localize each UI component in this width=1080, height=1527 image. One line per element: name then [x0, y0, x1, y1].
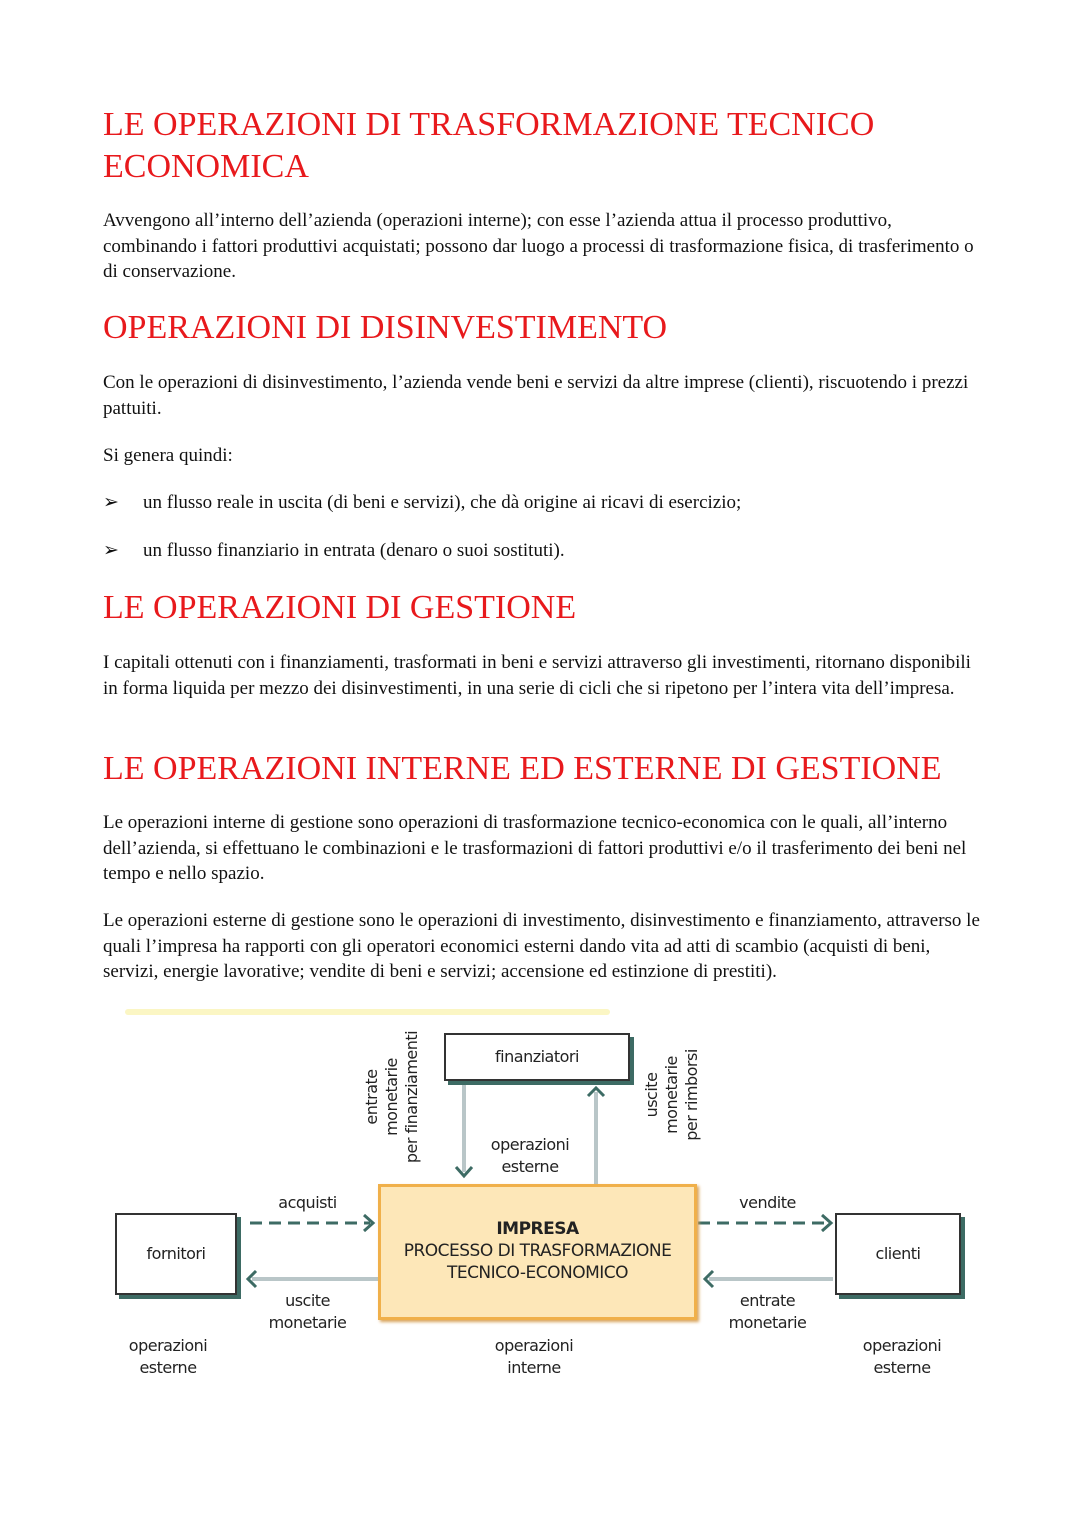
paragraph: Avvengono all’interno dell’azienda (operazioni interne); con esse l’azienda attua il processo produttivo, combinando i fattori produttivi acquistati; possono dar luogo a processi di trasformazione fisica, di trasferimento o di conservazione. — [103, 210, 974, 282]
operazioni-esterne-left-label: operazioni esterne — [128, 1336, 208, 1377]
operazioni-interne-label: operazioni interne — [494, 1336, 574, 1377]
paragraph: Si genera quindi: — [103, 445, 233, 466]
uscite-rimborsi-label: uscite monetarie per rimborsi — [642, 1049, 701, 1141]
paragraph: Le operazioni esterne di gestione sono le operazioni di investimento, disinvestimento e finanziamento, attraverso le quali l’impresa ha rapporti con gli operatori economici esterni dando vita ad atti di scambio (acquisti di beni, servizi, energie lavorative; vendite di beni e servizi; accensione ed estinzione di prestiti). — [103, 910, 980, 982]
arrowhead-bullet-icon: ➢ — [103, 492, 119, 513]
fornitori-box: fornitori — [115, 1213, 237, 1295]
operazioni-esterne-top-label: operazioni esterne — [490, 1135, 570, 1176]
bullet-item: ➢ un flusso reale in uscita (di beni e servizi), che dà origine ai ricavi di esercizio; — [103, 492, 742, 513]
heading-disinvestimento: OPERAZIONI DI DISINVESTIMENTO — [103, 309, 668, 346]
finanziatori-box: finanziatori — [444, 1033, 630, 1081]
paragraph: Con le operazioni di disinvestimento, l’azienda vende beni e servizi da altre imprese (clienti), riscuotendo i prezzi pattuiti. — [103, 372, 969, 419]
arrowhead-bullet-icon: ➢ — [103, 540, 119, 561]
heading-gestione: LE OPERAZIONI DI GESTIONE — [103, 589, 577, 626]
paragraph: Le operazioni interne di gestione sono operazioni di trasformazione tecnico-economica con le quali, all’interno dell’azienda, si effettuano le combinazioni e le trasformazioni di fattori produttivi e/o il trasferimento dei beni nel tempo e nello spazio. — [103, 812, 967, 884]
impresa-box: IMPRESA PROCESSO DI TRASFORMAZIONE TECNICO-ECONOMICO — [378, 1184, 697, 1320]
clienti-box: clienti — [835, 1213, 961, 1295]
paragraph: I capitali ottenuti con i finanziamenti, trasformati in beni e servizi attraverso gli investimenti, ritornano disponibili in forma liquida per mezzo dei disinvestimenti, in una serie di cicli che si ripetono per l’intera vita dell’impresa. — [103, 652, 971, 699]
heading-trasformazione: LE OPERAZIONI DI TRASFORMAZIONE TECNICO ECONOMICA — [103, 106, 875, 185]
acquisti-label: acquisti — [278, 1193, 337, 1212]
uscite-monetarie-label: uscite monetarie — [268, 1291, 347, 1332]
vendite-label: vendite — [739, 1193, 796, 1212]
entrate-monetarie-label: entrate monetarie — [728, 1291, 807, 1332]
operazioni-esterne-right-label: operazioni esterne — [862, 1336, 942, 1377]
entrate-finanziamenti-label: entrate monetarie per finanziamenti — [362, 1030, 421, 1164]
heading-interne-esterne: LE OPERAZIONI INTERNE ED ESTERNE DI GESTIONE — [103, 750, 942, 787]
bullet-item: ➢ un flusso finanziario in entrata (denaro o suoi sostituti). — [103, 540, 565, 561]
